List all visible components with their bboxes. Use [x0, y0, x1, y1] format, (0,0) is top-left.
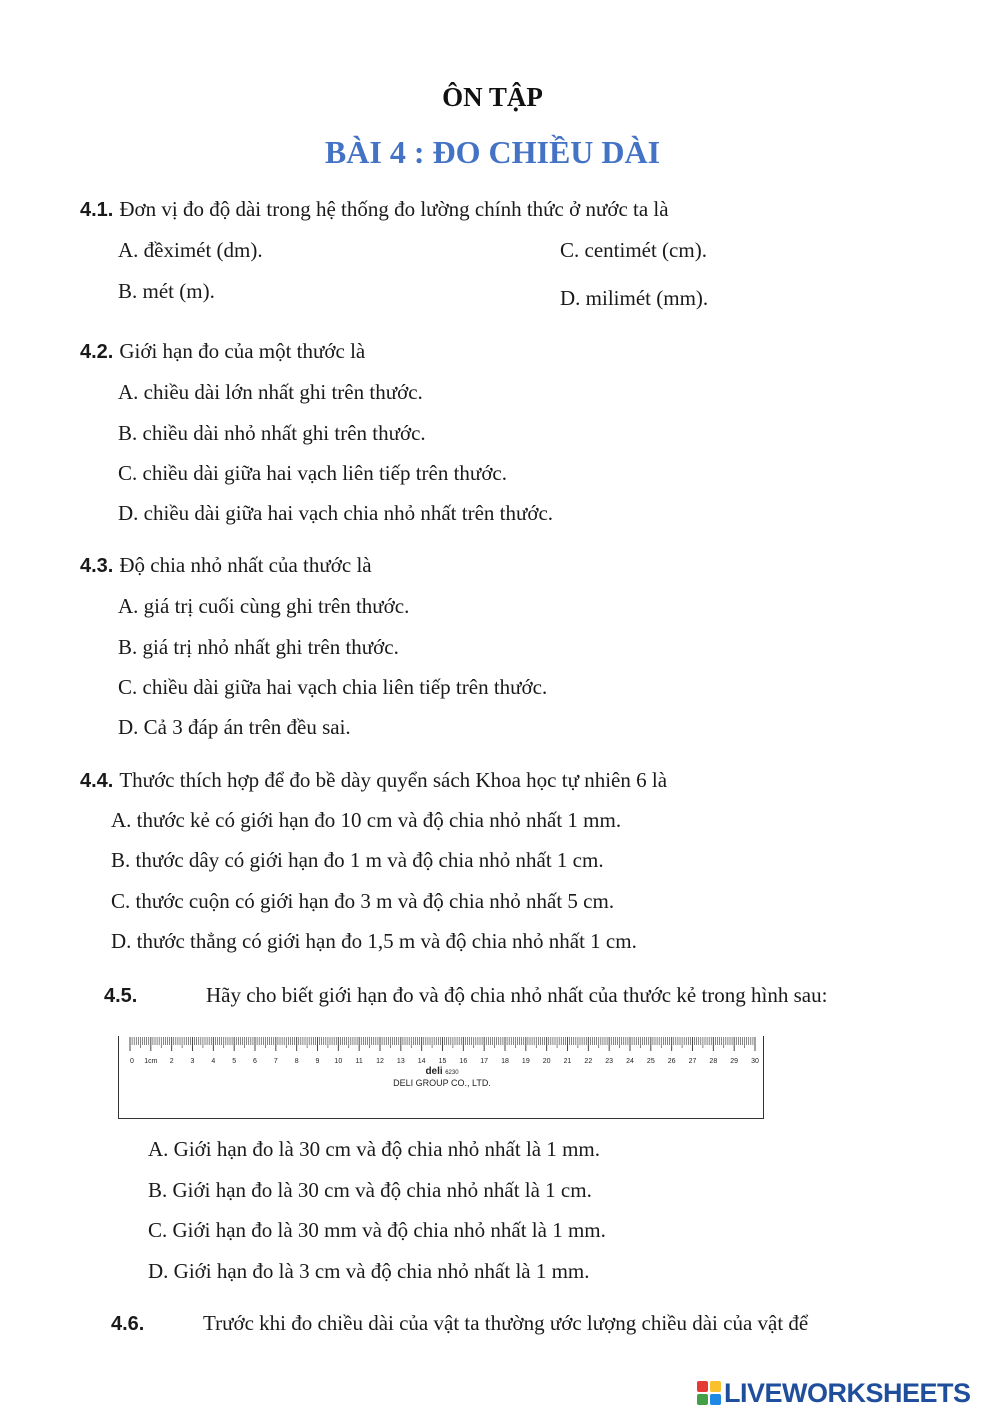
question-number: 4.5.: [104, 985, 138, 1007]
ruler-tick-label: 27: [688, 1058, 697, 1065]
liveworksheets-logo[interactable]: [697, 1378, 993, 1408]
option-a[interactable]: A. Giới hạn đo là 30 cm và độ chia nhỏ nhất là 1 mm.: [148, 1137, 601, 1161]
option-d[interactable]: D. Cả 3 đáp án trên đều sai.: [118, 715, 351, 739]
question-4-2: [80, 339, 365, 364]
ruler-tick-label: 6: [253, 1058, 257, 1065]
ruler-tick-label: 20: [542, 1058, 551, 1065]
liveworksheets-logo-text: LIVEWORKSHEETS: [724, 1378, 971, 1408]
option-d[interactable]: D. thước thẳng có giới hạn đo 1,5 m và độ chia nhỏ nhất 1 cm.: [111, 929, 637, 953]
option-c[interactable]: C. centimét (cm).: [560, 238, 707, 262]
ruler-tick-label: 7: [273, 1058, 278, 1065]
option-b[interactable]: B. Giới hạn đo là 30 cm và độ chia nhỏ nhất là 1 cm.: [148, 1178, 592, 1202]
option-b[interactable]: B. giá trị nhỏ nhất ghi trên thước.: [118, 635, 399, 659]
option-b[interactable]: B. mét (m).: [118, 279, 215, 303]
question-number: 4.6.: [111, 1313, 145, 1335]
ruler-tick-label: 15: [438, 1058, 447, 1065]
ruler-tick-label: 29: [730, 1058, 739, 1065]
question-number: 4.1.: [80, 199, 114, 221]
question-4-6: [111, 1311, 808, 1336]
option-a[interactable]: A. đềximét (dm).: [118, 238, 263, 262]
ruler-tick-label: 4: [211, 1058, 216, 1065]
ruler-tick-label: 12: [376, 1058, 384, 1065]
question-4-4: [80, 768, 667, 793]
option-b[interactable]: B. chiều dài nhỏ nhất ghi trên thước.: [118, 421, 426, 445]
option-b[interactable]: B. thước dây có giới hạn đo 1 m và độ chia nhỏ nhất 1 cm.: [111, 848, 604, 872]
question-text: Giới hạn đo của một thước là: [119, 339, 366, 363]
option-a[interactable]: A. chiều dài lớn nhất ghi trên thước.: [118, 380, 423, 404]
ruler-tick-label: 10: [334, 1058, 343, 1065]
ruler-image: [118, 1036, 764, 1119]
question-text: Độ chia nhỏ nhất của thước là: [119, 553, 372, 577]
ruler-tick-label: 28: [709, 1058, 718, 1065]
option-c[interactable]: C. thước cuộn có giới hạn đo 3 m và độ chia nhỏ nhất 5 cm.: [111, 889, 615, 913]
question-number: 4.4.: [80, 770, 114, 792]
liveworksheets-logo-icon: [697, 1381, 721, 1405]
ruler-tick-label: 9: [315, 1058, 320, 1065]
option-a[interactable]: A. thước kẻ có giới hạn đo 10 cm và độ chia nhỏ nhất 1 mm.: [111, 808, 622, 832]
question-text: Thước thích hợp để đo bề dày quyển sách Khoa học tự nhiên 6 là: [119, 768, 668, 792]
ruler-tick-label: 2: [169, 1058, 174, 1065]
option-d[interactable]: D. milimét (mm).: [560, 286, 709, 310]
ruler-tick-label: 21: [563, 1058, 572, 1065]
question-4-5: [104, 983, 827, 1008]
option-c[interactable]: C. chiều dài giữa hai vạch liên tiếp trên thước.: [118, 461, 507, 485]
ruler-tick-label: 0: [130, 1058, 134, 1065]
option-d[interactable]: D. chiều dài giữa hai vạch chia nhỏ nhất trên thước.: [118, 501, 554, 525]
ruler-tick-label: 13: [396, 1058, 405, 1065]
ruler-tick-label: 8: [294, 1058, 299, 1065]
ruler-tick-label: 14: [417, 1058, 426, 1065]
option-c[interactable]: C. Giới hạn đo là 30 mm và độ chia nhỏ nhất là 1 mm.: [148, 1218, 606, 1242]
ruler-tick-label: 3: [190, 1058, 195, 1065]
ruler-model: 6230: [445, 1070, 459, 1076]
ruler-tick-label: 16: [459, 1058, 468, 1065]
option-a[interactable]: A. giá trị cuối cùng ghi trên thước.: [118, 594, 410, 618]
ruler-tick-label: 23: [605, 1058, 614, 1065]
ruler-tick-label: 30: [751, 1058, 759, 1065]
ruler-brand-name: deli: [425, 1066, 443, 1077]
ruler-tick-label: 19: [521, 1058, 530, 1065]
question-text: Trước khi đo chiều dài của vật ta thường ước lượng chiều dài của vật để: [203, 1311, 809, 1335]
ruler-brand: [119, 1066, 765, 1088]
question-4-3: [80, 553, 372, 578]
ruler-tick-label: 1cm: [144, 1058, 158, 1065]
ruler-tick-label: 5: [232, 1058, 237, 1065]
ruler-tick-label: 26: [667, 1058, 676, 1065]
question-number: 4.3.: [80, 555, 114, 577]
ruler-tick-label: 17: [480, 1058, 489, 1065]
ruler-company: DELI GROUP CO., LTD.: [393, 1078, 491, 1088]
lesson-title: BÀI 4 : ĐO CHIỀU DÀI: [324, 134, 661, 170]
ruler-tick-label: 18: [501, 1058, 509, 1065]
question-number: 4.2.: [80, 341, 114, 363]
question-4-1: [80, 197, 669, 222]
page-title: ÔN TẬP: [442, 82, 543, 112]
question-text: Đơn vị đo độ dài trong hệ thống đo lường chính thức ở nước ta là: [119, 197, 669, 221]
ruler-tick-label: 11: [355, 1058, 363, 1065]
option-c[interactable]: C. chiều dài giữa hai vạch chia liên tiếp trên thước.: [118, 675, 548, 699]
option-d[interactable]: D. Giới hạn đo là 3 cm và độ chia nhỏ nhất là 1 mm.: [148, 1259, 590, 1283]
question-text: Hãy cho biết giới hạn đo và độ chia nhỏ nhất của thước kẻ trong hình sau:: [206, 983, 828, 1007]
ruler-tick-label: 22: [584, 1058, 593, 1065]
ruler-tick-label: 25: [646, 1058, 655, 1065]
ruler-tick-label: 24: [626, 1058, 634, 1065]
